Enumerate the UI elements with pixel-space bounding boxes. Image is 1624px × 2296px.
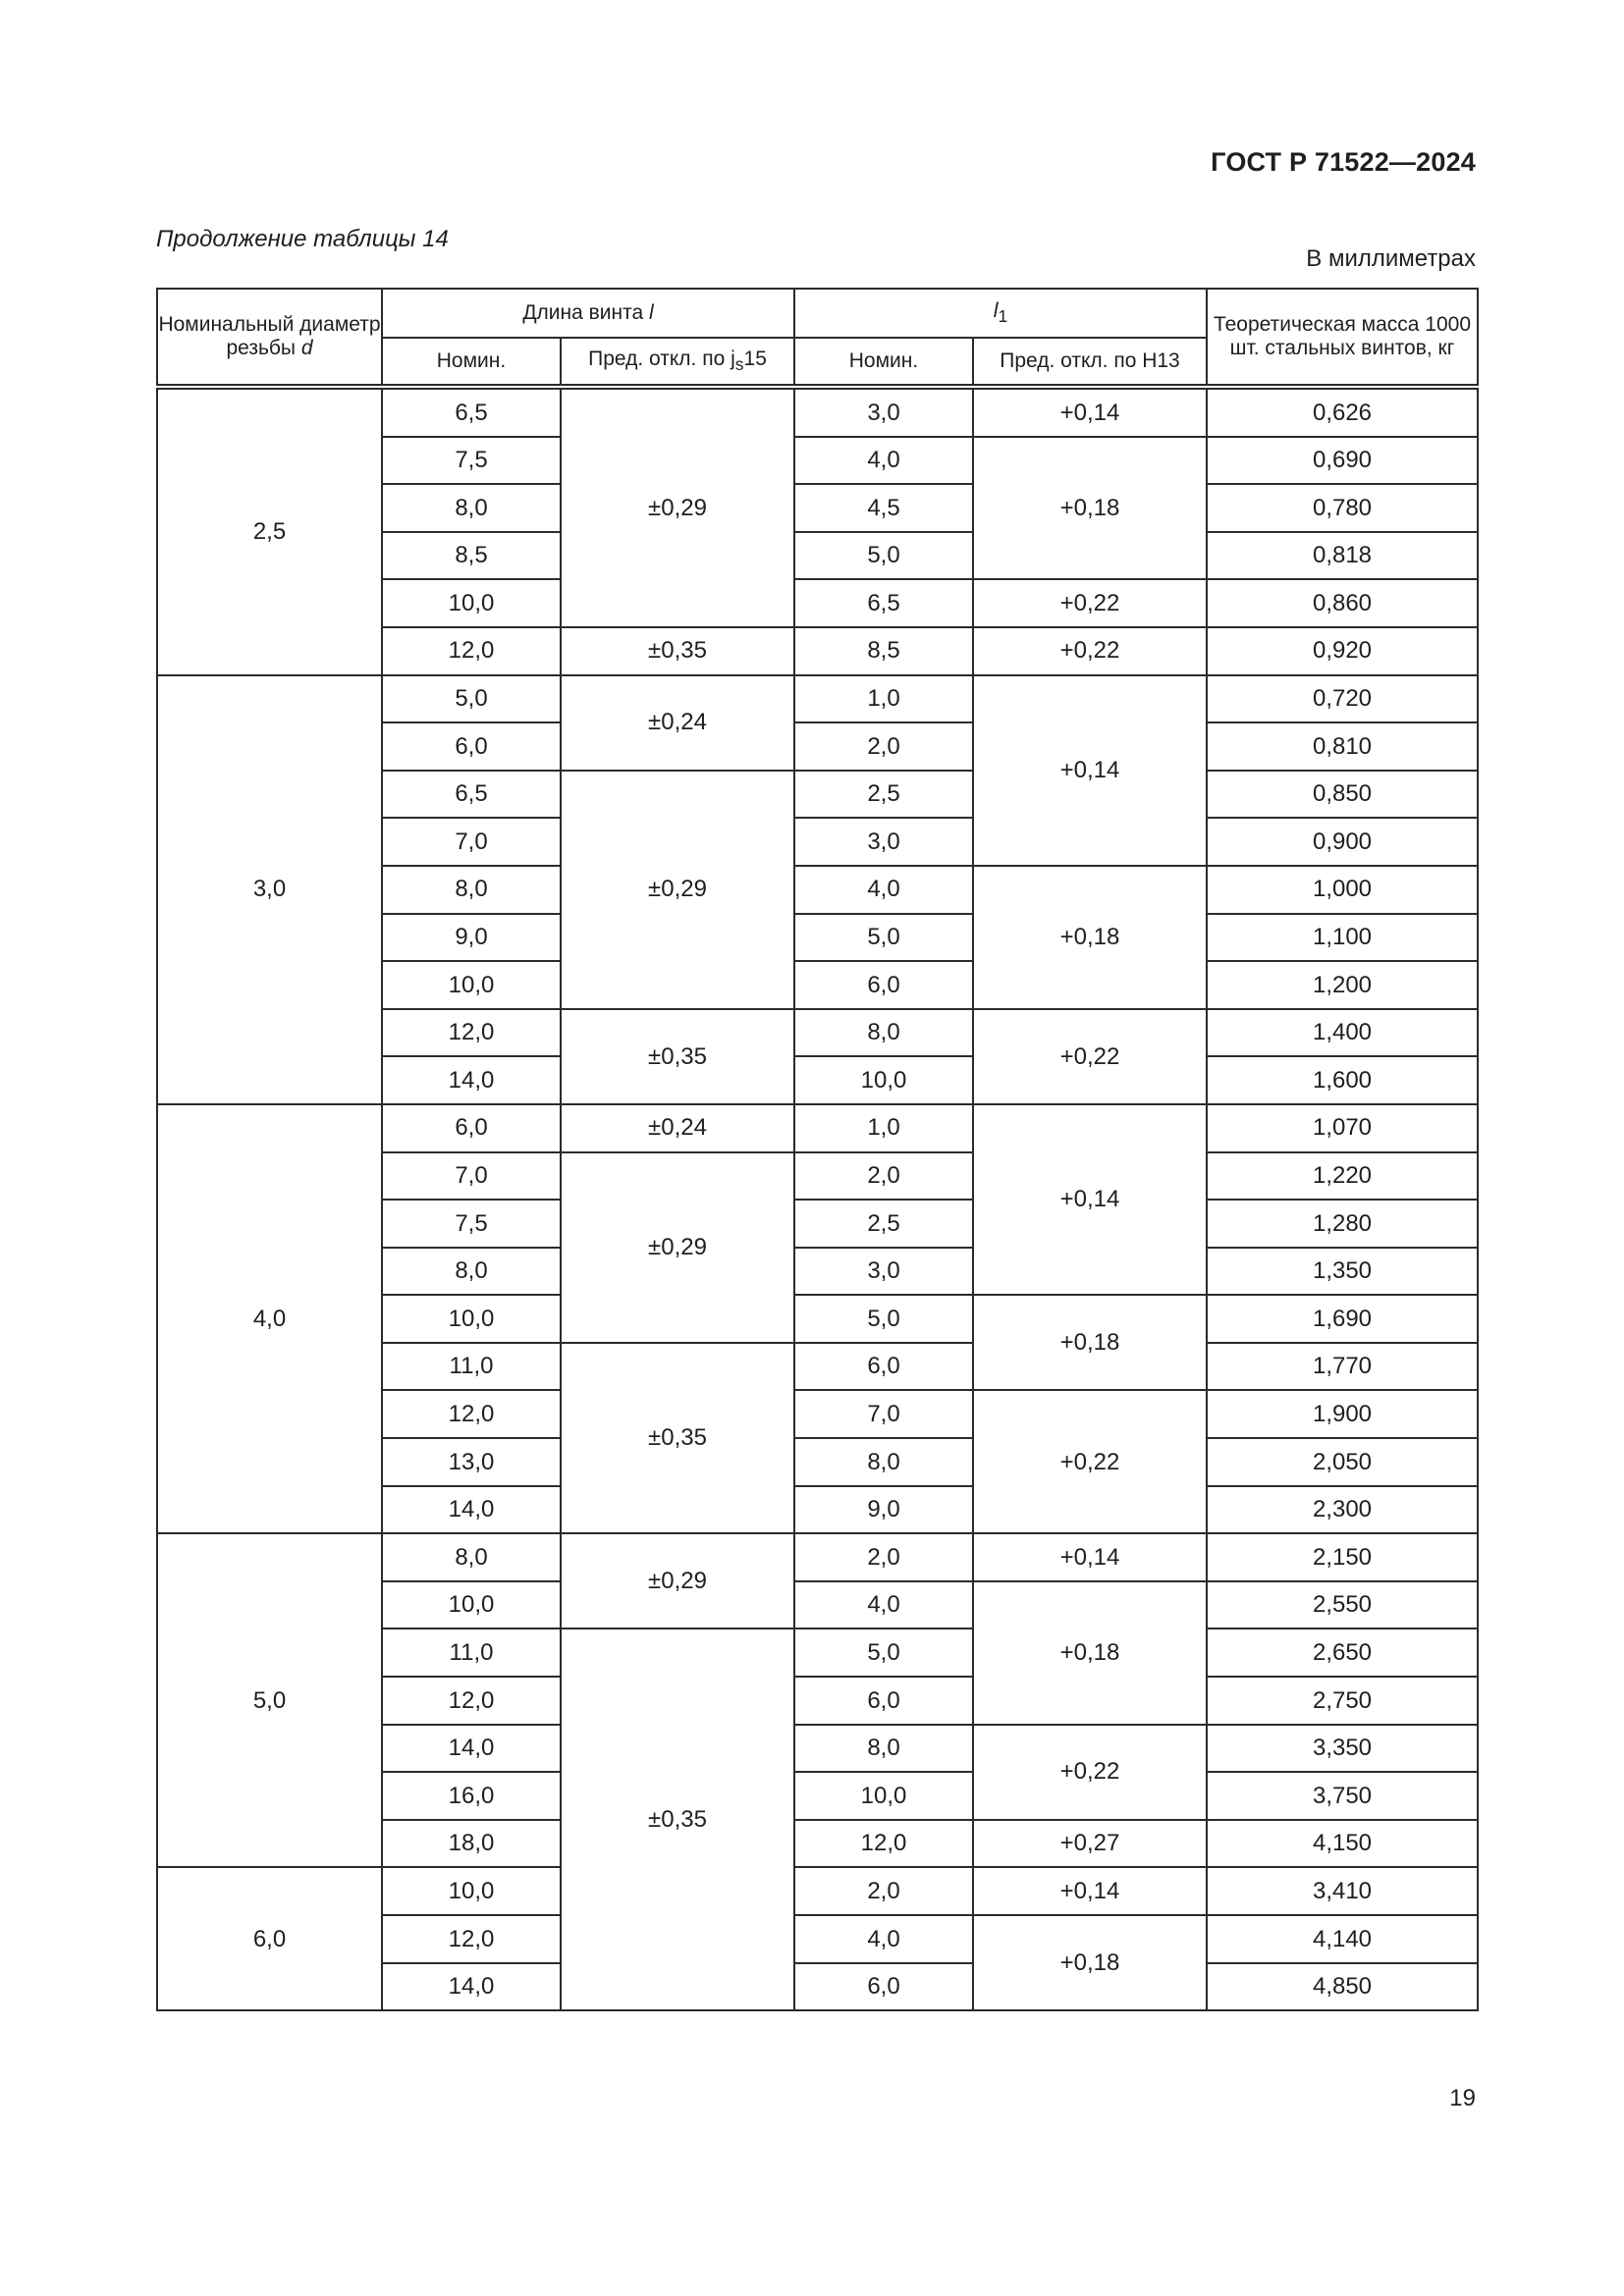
l1-cell: 2,0: [794, 1533, 973, 1581]
l1-cell: 3,0: [794, 1248, 973, 1296]
l1-cell: 4,0: [794, 1915, 973, 1963]
table-caption: Продолжение таблицы 14: [156, 226, 449, 252]
length-cell: 11,0: [382, 1629, 561, 1677]
l1-cell: 4,5: [794, 484, 973, 532]
l1-tolerance-cell: +0,18: [973, 1581, 1207, 1725]
length-cell: 16,0: [382, 1772, 561, 1820]
l1-tolerance-cell: +0,22: [973, 1009, 1207, 1104]
length-cell: 18,0: [382, 1820, 561, 1868]
length-cell: 10,0: [382, 579, 561, 627]
mass-cell: 1,220: [1207, 1152, 1478, 1201]
length-cell: 12,0: [382, 1915, 561, 1963]
l1-cell: 6,0: [794, 1963, 973, 2011]
l1-tolerance-cell: +0,18: [973, 1295, 1207, 1390]
length-cell: 11,0: [382, 1343, 561, 1391]
length-tolerance-cell: ±0,35: [561, 627, 794, 675]
mass-cell: 2,050: [1207, 1438, 1478, 1486]
length-cell: 10,0: [382, 1867, 561, 1915]
l1-tolerance-cell: +0,22: [973, 579, 1207, 627]
l1-cell: 8,0: [794, 1438, 973, 1486]
l1-tolerance-cell: +0,22: [973, 1725, 1207, 1820]
mass-cell: 0,810: [1207, 722, 1478, 771]
length-cell: 7,5: [382, 437, 561, 485]
l1-cell: 6,0: [794, 1343, 973, 1391]
diameter-cell: 2,5: [157, 387, 382, 675]
length-cell: 8,0: [382, 1248, 561, 1296]
mass-cell: 0,920: [1207, 627, 1478, 675]
l1-cell: 5,0: [794, 914, 973, 962]
mass-cell: 0,780: [1207, 484, 1478, 532]
l1-cell: 6,0: [794, 1677, 973, 1725]
mass-cell: 3,350: [1207, 1725, 1478, 1773]
header-length-nominal: Номин.: [382, 338, 561, 387]
mass-cell: 3,750: [1207, 1772, 1478, 1820]
l1-cell: 8,5: [794, 627, 973, 675]
mass-cell: 1,070: [1207, 1104, 1478, 1152]
length-cell: 8,5: [382, 532, 561, 580]
mass-cell: 1,350: [1207, 1248, 1478, 1296]
mass-cell: 1,900: [1207, 1390, 1478, 1438]
length-tolerance-cell: ±0,24: [561, 675, 794, 771]
mass-cell: 0,850: [1207, 771, 1478, 819]
l1-cell: 8,0: [794, 1725, 973, 1773]
l1-cell: 2,0: [794, 722, 973, 771]
mass-cell: 0,626: [1207, 387, 1478, 437]
mass-cell: 0,720: [1207, 675, 1478, 723]
l1-cell: 10,0: [794, 1772, 973, 1820]
l1-cell: 1,0: [794, 1104, 973, 1152]
length-cell: 8,0: [382, 484, 561, 532]
l1-tolerance-cell: +0,14: [973, 387, 1207, 437]
l1-tolerance-cell: +0,14: [973, 1533, 1207, 1581]
l1-tolerance-cell: +0,27: [973, 1820, 1207, 1868]
length-cell: 7,0: [382, 818, 561, 866]
table-row: [157, 387, 1478, 437]
l1-cell: 2,5: [794, 1200, 973, 1248]
length-cell: 12,0: [382, 627, 561, 675]
l1-cell: 2,0: [794, 1152, 973, 1201]
length-cell: 14,0: [382, 1725, 561, 1773]
l1-tolerance-cell: +0,18: [973, 437, 1207, 580]
mass-cell: 0,690: [1207, 437, 1478, 485]
l1-cell: 3,0: [794, 387, 973, 437]
length-tolerance-cell: ±0,29: [561, 1152, 794, 1343]
mass-cell: 1,100: [1207, 914, 1478, 962]
l1-cell: 9,0: [794, 1486, 973, 1534]
diameter-cell: 3,0: [157, 675, 382, 1104]
length-cell: 5,0: [382, 675, 561, 723]
length-tolerance-cell: ±0,35: [561, 1343, 794, 1533]
mass-cell: 1,200: [1207, 961, 1478, 1009]
length-cell: 7,5: [382, 1200, 561, 1248]
l1-cell: 5,0: [794, 532, 973, 580]
header-nominal-diameter: Номинальный диаметр резьбы d: [157, 289, 382, 387]
header-l1-nominal: Номин.: [794, 338, 973, 387]
l1-cell: 6,0: [794, 961, 973, 1009]
table-row: [157, 1867, 1478, 1915]
mass-cell: 2,550: [1207, 1581, 1478, 1629]
l1-cell: 7,0: [794, 1390, 973, 1438]
length-cell: 10,0: [382, 961, 561, 1009]
mass-cell: 3,410: [1207, 1867, 1478, 1915]
l1-cell: 10,0: [794, 1056, 973, 1104]
mass-cell: 2,650: [1207, 1629, 1478, 1677]
length-tolerance-cell: ±0,29: [561, 771, 794, 1009]
l1-cell: 3,0: [794, 818, 973, 866]
length-cell: 13,0: [382, 1438, 561, 1486]
length-cell: 14,0: [382, 1963, 561, 2011]
diameter-cell: 6,0: [157, 1867, 382, 2010]
mass-cell: 0,818: [1207, 532, 1478, 580]
l1-cell: 12,0: [794, 1820, 973, 1868]
header-length-tolerance: Пред. откл. по $j_s15$: [561, 338, 794, 387]
l1-cell: 2,5: [794, 771, 973, 819]
length-tolerance-cell: ±0,35: [561, 1009, 794, 1104]
l1-tolerance-cell: +0,14: [973, 1867, 1207, 1915]
header-theoretical-mass: Теоретическая масса 1000 шт. стальных винтов, кг: [1207, 289, 1478, 387]
length-tolerance-cell: ±0,35: [561, 1629, 794, 2010]
table-row: [157, 1104, 1478, 1152]
header-l1-tolerance: Пред. откл. по Н13: [973, 338, 1207, 387]
header-screw-length: Длина винта l: [382, 289, 794, 338]
mass-cell: 4,150: [1207, 1820, 1478, 1868]
length-cell: 7,0: [382, 1152, 561, 1201]
l1-cell: 5,0: [794, 1295, 973, 1343]
length-cell: 8,0: [382, 866, 561, 914]
length-cell: 6,5: [382, 771, 561, 819]
l1-cell: 1,0: [794, 675, 973, 723]
l1-cell: 2,0: [794, 1867, 973, 1915]
l1-cell: 8,0: [794, 1009, 973, 1057]
length-tolerance-cell: ±0,29: [561, 387, 794, 627]
length-cell: 14,0: [382, 1056, 561, 1104]
mass-cell: 2,150: [1207, 1533, 1478, 1581]
mass-cell: 1,400: [1207, 1009, 1478, 1057]
units-note: В миллиметрах: [1306, 245, 1476, 272]
mass-cell: 4,850: [1207, 1963, 1478, 2011]
length-cell: 14,0: [382, 1486, 561, 1534]
length-cell: 12,0: [382, 1009, 561, 1057]
length-cell: 6,5: [382, 387, 561, 437]
mass-cell: 0,860: [1207, 579, 1478, 627]
length-cell: 8,0: [382, 1533, 561, 1581]
l1-tolerance-cell: +0,22: [973, 627, 1207, 675]
mass-cell: 2,300: [1207, 1486, 1478, 1534]
mass-cell: 1,000: [1207, 866, 1478, 914]
l1-tolerance-cell: +0,22: [973, 1390, 1207, 1533]
screw-dimensions-table: [156, 288, 1479, 2011]
mass-cell: 2,750: [1207, 1677, 1478, 1725]
table-row: [157, 675, 1478, 723]
mass-cell: 4,140: [1207, 1915, 1478, 1963]
l1-cell: 6,5: [794, 579, 973, 627]
mass-cell: 1,600: [1207, 1056, 1478, 1104]
length-cell: 12,0: [382, 1677, 561, 1725]
header-l1: $l_1$: [794, 289, 1207, 338]
mass-cell: 1,770: [1207, 1343, 1478, 1391]
l1-tolerance-cell: +0,18: [973, 866, 1207, 1009]
l1-cell: 4,0: [794, 437, 973, 485]
mass-cell: 0,900: [1207, 818, 1478, 866]
length-cell: 6,0: [382, 722, 561, 771]
l1-cell: 4,0: [794, 866, 973, 914]
l1-cell: 4,0: [794, 1581, 973, 1629]
mass-cell: 1,280: [1207, 1200, 1478, 1248]
l1-tolerance-cell: +0,14: [973, 675, 1207, 866]
table-body: [157, 387, 1478, 2010]
length-cell: 12,0: [382, 1390, 561, 1438]
length-cell: 10,0: [382, 1581, 561, 1629]
length-cell: 9,0: [382, 914, 561, 962]
standard-code: ГОСТ Р 71522—2024: [1211, 147, 1476, 177]
l1-cell: 5,0: [794, 1629, 973, 1677]
page-number: 19: [1449, 2085, 1476, 2111]
mass-cell: 1,690: [1207, 1295, 1478, 1343]
l1-tolerance-cell: +0,18: [973, 1915, 1207, 2010]
l1-tolerance-cell: +0,14: [973, 1104, 1207, 1295]
diameter-cell: 4,0: [157, 1104, 382, 1533]
length-cell: 10,0: [382, 1295, 561, 1343]
length-tolerance-cell: ±0,29: [561, 1533, 794, 1629]
diameter-cell: 5,0: [157, 1533, 382, 1867]
length-tolerance-cell: ±0,24: [561, 1104, 794, 1152]
length-cell: 6,0: [382, 1104, 561, 1152]
table-row: [157, 1533, 1478, 1581]
